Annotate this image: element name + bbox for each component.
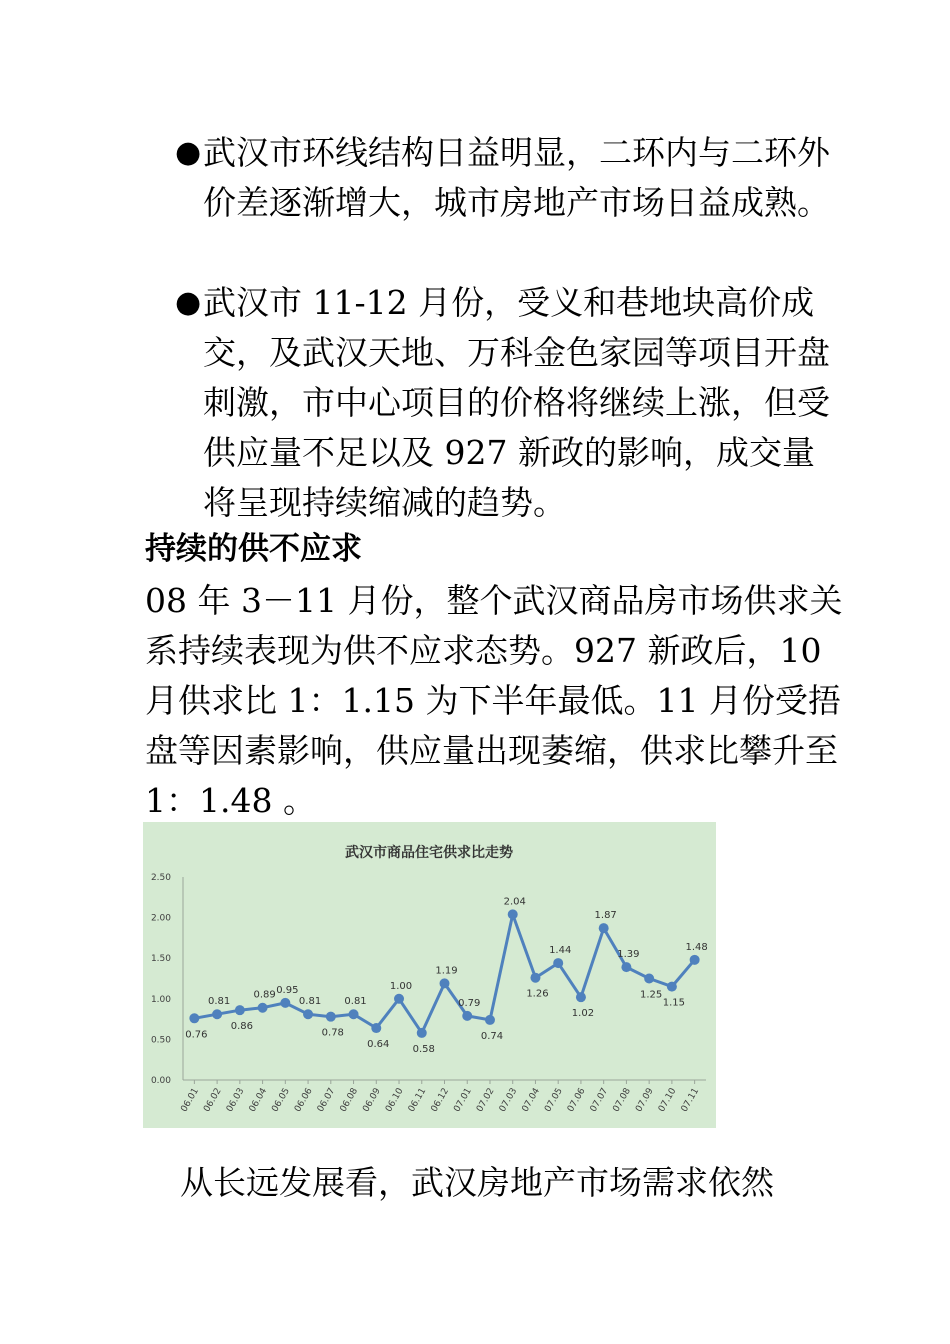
x-tick-label: 06.10 — [384, 1086, 406, 1114]
data-label: 0.86 — [230, 1021, 253, 1033]
x-tick-label: 07.09 — [634, 1086, 656, 1114]
data-label: 0.79 — [458, 997, 481, 1009]
bullet-item-ring-structure — [175, 128, 840, 228]
data-point — [417, 1028, 427, 1038]
data-point — [485, 1015, 495, 1025]
chart-background — [143, 822, 716, 1128]
data-label: 0.78 — [321, 1027, 344, 1039]
x-tick-label: 06.08 — [338, 1086, 361, 1114]
x-tick-label: 07.08 — [611, 1086, 634, 1114]
x-tick-label: 06.07 — [315, 1086, 338, 1114]
data-point — [326, 1012, 336, 1022]
data-point — [212, 1009, 222, 1019]
supply-demand-ratio-chart — [143, 822, 716, 1128]
x-tick-label: 07.06 — [565, 1086, 588, 1114]
x-tick-label: 06.12 — [429, 1086, 452, 1114]
data-label: 0.76 — [185, 1029, 208, 1041]
x-tick-label: 07.07 — [588, 1086, 611, 1114]
x-tick-label: 06.06 — [293, 1086, 315, 1114]
bullet-dot-icon: ● — [175, 135, 202, 170]
data-label: 1.25 — [640, 989, 663, 1001]
chart-title: 武汉市商品住宅供求比走势 — [345, 845, 513, 861]
data-point — [258, 1003, 268, 1013]
x-tick-label: 06.02 — [202, 1086, 224, 1114]
x-tick-label: 07.04 — [520, 1086, 543, 1114]
data-label: 0.81 — [344, 996, 367, 1008]
data-point — [189, 1013, 199, 1023]
x-tick-label: 06.09 — [361, 1086, 383, 1114]
body-paragraph-supply-demand: 08 年 3－11 月份，整个武汉商品房市场供求关系持续表现为供不应求态势。927 新政后，10 月供求比 1：1.15 为下半年最低。11 月份受捂盘等因素影响，供应量出现萎缩，供求比攀升至 1：1.48 。 — [145, 581, 843, 820]
data-point — [667, 982, 677, 992]
data-point — [621, 962, 631, 972]
x-tick-label: 07.01 — [452, 1086, 474, 1114]
y-tick-label: 1.00 — [150, 994, 171, 1005]
data-label: 1.48 — [685, 941, 708, 953]
y-tick-label: 1.50 — [150, 954, 171, 965]
x-tick-label: 07.05 — [543, 1086, 565, 1114]
data-label: 1.19 — [435, 965, 458, 977]
data-label: 0.81 — [298, 996, 322, 1008]
data-label: 1.00 — [389, 980, 413, 992]
data-label: 1.15 — [662, 997, 686, 1009]
data-point — [394, 994, 404, 1004]
bullet-dot-icon: ● — [175, 285, 202, 320]
data-label: 0.74 — [480, 1030, 504, 1042]
data-point — [303, 1009, 313, 1019]
x-tick-label: 06.01 — [179, 1086, 201, 1114]
data-label: 1.26 — [526, 988, 549, 1000]
data-label: 0.95 — [276, 984, 299, 996]
x-tick-label: 07.03 — [497, 1086, 520, 1114]
y-tick-label: 2.00 — [150, 913, 171, 924]
x-tick-label: 07.02 — [475, 1086, 497, 1114]
data-point — [235, 1005, 245, 1015]
data-point — [530, 973, 540, 983]
data-point — [371, 1023, 381, 1033]
data-point — [553, 958, 563, 968]
data-point — [440, 978, 450, 988]
data-point — [576, 992, 586, 1002]
x-tick-label: 06.05 — [270, 1086, 292, 1114]
x-tick-label: 07.10 — [656, 1086, 679, 1114]
data-point — [508, 909, 518, 919]
data-point — [690, 955, 700, 965]
bullet-item-price-outlook — [175, 278, 840, 528]
bullet-text: 武汉市环线结构日益明显，二环内与二环外价差逐渐增大，城市房地产市场日益成熟。 — [203, 133, 830, 222]
y-tick-label: 0.50 — [150, 1035, 171, 1046]
data-point — [644, 974, 654, 984]
x-tick-label: 07.11 — [679, 1086, 702, 1114]
data-point — [462, 1011, 472, 1021]
data-label: 1.87 — [594, 910, 617, 922]
x-tick-label: 06.03 — [224, 1086, 247, 1114]
body-paragraph-outlook: 从长远发展看，武汉房地产市场需求依然 — [180, 1163, 774, 1202]
y-tick-label: 0.00 — [150, 1076, 171, 1086]
x-tick-label: 06.11 — [406, 1086, 429, 1114]
section-heading: 持续的供不应求 — [145, 531, 362, 567]
data-label: 1.02 — [571, 1008, 595, 1020]
data-point — [280, 998, 290, 1008]
data-label: 0.58 — [412, 1043, 435, 1055]
x-tick-label: 06.04 — [247, 1086, 270, 1114]
y-tick-label: 2.50 — [150, 873, 171, 883]
data-label: 0.64 — [367, 1039, 390, 1051]
data-label: 2.04 — [503, 896, 526, 908]
bullet-text: 武汉市 11-12 月份，受义和巷地块高价成交，及武汉天地、万科金色家园等项目开盘刺激，市中心项目的价格将继续上涨，但受供应量不足以及 927 新政的影响，成交量将呈现持续缩减的趋势。 — [203, 283, 830, 522]
data-label: 1.39 — [617, 949, 640, 961]
data-point — [349, 1009, 359, 1019]
data-point — [599, 923, 609, 933]
data-label: 0.89 — [253, 989, 276, 1001]
data-label: 1.44 — [549, 945, 572, 957]
data-label: 0.81 — [207, 996, 231, 1008]
